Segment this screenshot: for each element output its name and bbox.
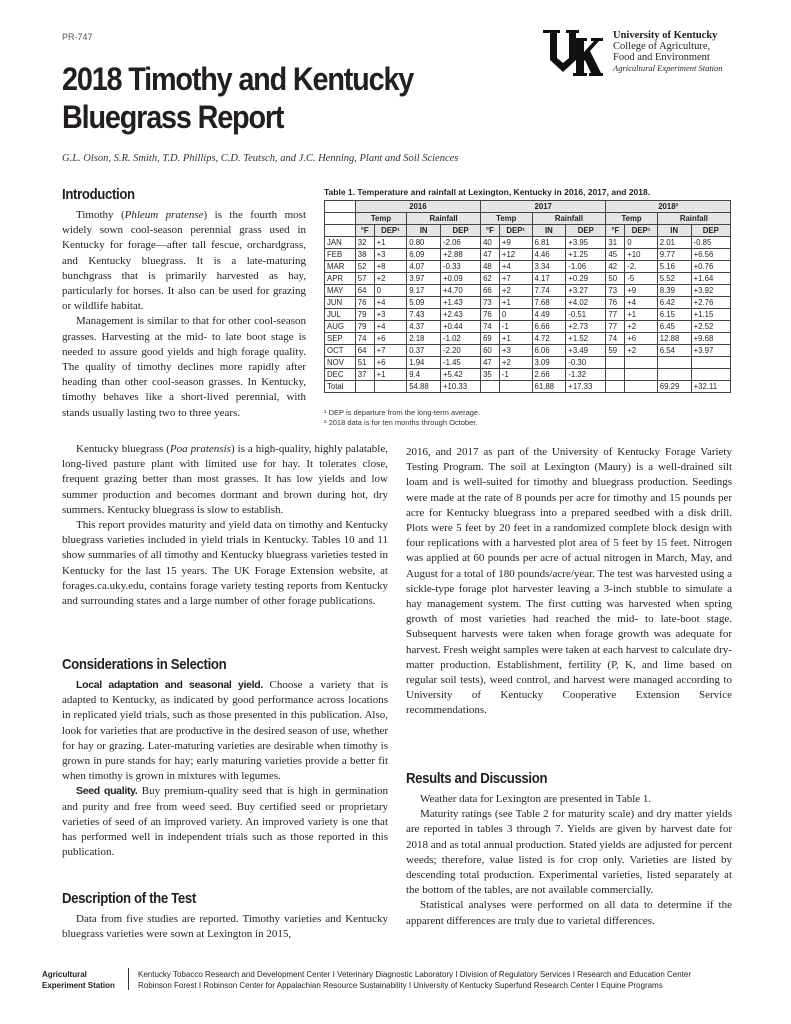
- year-header: 2016: [355, 201, 480, 213]
- table-row: [325, 285, 731, 297]
- table-row: [325, 273, 731, 285]
- table-cell: 74: [606, 333, 625, 345]
- table-cell: 66: [481, 285, 500, 297]
- table-row: [325, 309, 731, 321]
- intro-paragraph-4: This report provides maturity and yield data on timothy and Kentucky bluegrass varieties included in yield trials in Kentucky. Tables 10 and 11 show summaries of all timothy and Kentucky bluegrass varieties tested in Kentucky for the last 15 years. The UK Forage Extension website, at forages.ca.uky.edu, contains forage variety testing reports from Kentucky and surrounding states and a large number of other forage publications.: [62, 519, 388, 608]
- footer-station-label: [42, 970, 115, 991]
- intro-paragraph-1: Timothy (Phleum pratense) is the fourth most widely sown cool-season perennial grass used in Kentucky for forage—after tall fescue, orchardgrass, and Kentucky bluegrass. It is a late-maturing bunchgrass that is primarily harvested as hay, particularly for horses. It also can be used for grazing or wildlife habitat.: [62, 209, 306, 313]
- table-cell: 32: [355, 237, 374, 249]
- table-corner-cell: [325, 225, 356, 237]
- table-cell: +4.70: [440, 285, 480, 297]
- results-paragraph-1: Weather data for Lexington are presented in Table 1.: [420, 793, 652, 805]
- table-cell: 79: [355, 309, 374, 321]
- table-cell: 2.66: [532, 369, 566, 381]
- table-cell: +5.42: [440, 369, 480, 381]
- unit-header: °F: [355, 225, 374, 237]
- table-cell: 61.88: [532, 381, 566, 393]
- table-cell: 8.39: [657, 285, 691, 297]
- table-cell: 12.88: [657, 333, 691, 345]
- unit-header: DEP¹: [374, 225, 407, 237]
- group-header: Temp: [481, 213, 532, 225]
- table-cell: [625, 381, 658, 393]
- table-row: [325, 357, 731, 369]
- table-cell: +0.76: [691, 261, 730, 273]
- uk-logo: [543, 30, 603, 76]
- month-cell: SEP: [325, 333, 356, 345]
- table-body: [325, 237, 731, 393]
- selection-body: [62, 678, 388, 860]
- table-cell: +3.97: [691, 345, 730, 357]
- selection-heading: Considerations in Selection: [62, 656, 227, 673]
- table-cell: 69.29: [657, 381, 691, 393]
- table-row: [325, 321, 731, 333]
- table-cell: 48: [481, 261, 500, 273]
- table-cell: +8: [374, 261, 407, 273]
- table-cell: +2: [374, 273, 407, 285]
- table-cell: 77: [606, 321, 625, 333]
- unit-header: DEP¹: [625, 225, 658, 237]
- table-cell: +1.64: [691, 273, 730, 285]
- month-cell: AUG: [325, 321, 356, 333]
- table-cell: 6.09: [407, 249, 441, 261]
- table-row: [325, 261, 731, 273]
- results-paragraph-3: Statistical analyses were performed on all data to determine if the apparent differences are truly due to varietal differences.: [406, 899, 732, 927]
- table-unit-row: [325, 225, 731, 237]
- group-header: Temp: [355, 213, 406, 225]
- table-cell: 5.16: [657, 261, 691, 273]
- table-cell: 9.77: [657, 249, 691, 261]
- table-cell: 45: [606, 249, 625, 261]
- table-cell: +0.44: [440, 321, 480, 333]
- table-cell: 73: [481, 297, 500, 309]
- table-cell: 6.42: [657, 297, 691, 309]
- table-cell: 0.80: [407, 237, 441, 249]
- table-cell: -0.33: [440, 261, 480, 273]
- table-cell: +1: [374, 237, 407, 249]
- footer-units-line-1: Kentucky Tobacco Research and Development Center I Veterinary Diagnostic Laboratory I Division of Regulatory Services I Research and Education Center: [138, 970, 692, 979]
- table-cell: 6.81: [532, 237, 566, 249]
- table-cell: -1.02: [440, 333, 480, 345]
- table-row: [325, 297, 731, 309]
- table-cell: +17.33: [566, 381, 606, 393]
- table-cell: +32.11: [691, 381, 730, 393]
- table-cell: 52: [355, 261, 374, 273]
- table-cell: 4.37: [407, 321, 441, 333]
- table-cell: 31: [606, 237, 625, 249]
- table-cell: +6.56: [691, 249, 730, 261]
- table-cell: +7: [499, 273, 532, 285]
- title-line-2: Bluegrass Report: [62, 99, 284, 135]
- table-cell: 9.17: [407, 285, 441, 297]
- table-cell: +7: [374, 345, 407, 357]
- table-cell: -0.51: [566, 309, 606, 321]
- table-cell: [625, 357, 658, 369]
- table-cell: +2.88: [440, 249, 480, 261]
- table-cell: 76: [355, 297, 374, 309]
- table-cell: +1: [499, 297, 532, 309]
- test-paragraph-1b: 2016, and 2017 as part of the University of Kentucky Forage Variety Testing Program. The soil at Lexington (Maury) is a well-drained silt loam and is well-suited for timothy and bluegrass production. Seedings were made at the rate of 8 pounds per acre for timothy and 15 pounds per acre for Kentucky bluegrass into a prepared seedbed with a disk drill. Plots were 5 feet by 20 feet in a randomized complete block design with four replications with a harvested plot area of 5 feet by 15 feet. Nitrogen was applied at 60 pounds per acre of actual nitrogen in March, May, and August for a total of 180 pounds/acre/year. The test was harvested using a sickle-type forage plot harvester leaving a 3-inch stubble to simulate a hay management system. The first cutting was harvested when spring growth of most varieties had reached the mid- to late-boot stage. Subsequent harvests were taken when forage growth was adequate for harvest. Fresh weight samples were taken at each harvest to calculate dry-matter production. Establishment, fertility (P, K, and lime based on regular soil tests), weed control, and harvest were managed according to University of Kentucky Cooperative Extension Service recommendations.: [406, 446, 732, 717]
- table-row: [325, 381, 731, 393]
- introduction-body-narrow: [62, 208, 306, 421]
- footer-divider: [128, 968, 129, 990]
- table-cell: +2.73: [566, 321, 606, 333]
- table-cell: -5: [625, 273, 658, 285]
- unit-header: IN: [407, 225, 441, 237]
- group-header: Rainfall: [407, 213, 481, 225]
- test-heading: Description of the Test: [62, 890, 196, 907]
- table-cell: +4: [374, 297, 407, 309]
- table-cell: +3: [499, 345, 532, 357]
- table-cell: [691, 357, 730, 369]
- month-cell: DEC: [325, 369, 356, 381]
- month-cell: JAN: [325, 237, 356, 249]
- table-cell: 0: [625, 237, 658, 249]
- footer-units-line-2: Robinson Forest I Robinson Center for Appalachian Resource Sustainability I University of Kentucky Superfund Research Center I Equine Programs: [138, 980, 663, 990]
- table-corner-cell: [325, 201, 356, 213]
- month-cell: NOV: [325, 357, 356, 369]
- month-cell: JUN: [325, 297, 356, 309]
- table-cell: +1: [499, 333, 532, 345]
- table-cell: 47: [481, 357, 500, 369]
- month-cell: OCT: [325, 345, 356, 357]
- test-paragraph-1a: Data from five studies are reported. Timothy varieties and Kentucky bluegrass varieties were sown at Lexington in 2015,: [62, 913, 388, 941]
- table-cell: +9.68: [691, 333, 730, 345]
- table-cell: 5.09: [407, 297, 441, 309]
- table-cell: +12: [499, 249, 532, 261]
- table-cell: +3.27: [566, 285, 606, 297]
- table-cell: +3.92: [691, 285, 730, 297]
- table-cell: 7.68: [532, 297, 566, 309]
- table-cell: -1: [499, 369, 532, 381]
- table-cell: +10: [625, 249, 658, 261]
- title-line-1: 2018 Timothy and Kentucky: [62, 61, 414, 97]
- table-cell: -0.30: [566, 357, 606, 369]
- footer-label-line-1: Agricultural: [42, 970, 87, 979]
- table-row: [325, 345, 731, 357]
- table-cell: +0.09: [440, 273, 480, 285]
- month-cell: Total: [325, 381, 356, 393]
- table-cell: +2: [625, 321, 658, 333]
- table-cell: 3.09: [532, 357, 566, 369]
- table-row: [325, 237, 731, 249]
- table-cell: 0: [374, 285, 407, 297]
- introduction-body-wide: [62, 442, 388, 609]
- table-cell: 47: [481, 249, 500, 261]
- unit-header: IN: [657, 225, 691, 237]
- table-cell: 38: [355, 249, 374, 261]
- table-cell: +3.95: [566, 237, 606, 249]
- table-cell: -1.06: [566, 261, 606, 273]
- table-cell: 6.66: [532, 321, 566, 333]
- table-cell: 9.4: [407, 369, 441, 381]
- year-header: 2017: [481, 201, 606, 213]
- table-cell: -1.32: [566, 369, 606, 381]
- table-cell: [625, 369, 658, 381]
- table-cell: +3: [374, 249, 407, 261]
- table-corner-cell: [325, 213, 356, 225]
- table-cell: 2.01: [657, 237, 691, 249]
- table-cell: 74: [481, 321, 500, 333]
- table-group-row: [325, 213, 731, 225]
- table-row: [325, 249, 731, 261]
- group-header: Rainfall: [657, 213, 730, 225]
- table-cell: 7.74: [532, 285, 566, 297]
- table-cell: 6.06: [532, 345, 566, 357]
- month-cell: JUL: [325, 309, 356, 321]
- table-cell: 62: [481, 273, 500, 285]
- table-cell: 6.45: [657, 321, 691, 333]
- intro-paragraph-3: Kentucky bluegrass (Poa pratensis) is a high-quality, highly palatable, long-lived pasture plant with limited use for hay. It tolerates close, frequent grazing better than most grasses. It has low yields and low summer production and becomes dormant and brown during hot, dry summers. Kentucky bluegrass is slow to establish.: [62, 443, 388, 516]
- table-cell: 5.52: [657, 273, 691, 285]
- test-body-left: [62, 912, 388, 942]
- document-code: PR-747: [62, 32, 93, 42]
- table-cell: +3: [374, 309, 407, 321]
- table-cell: 50: [606, 273, 625, 285]
- table-cell: 64: [355, 285, 374, 297]
- table-cell: 4.07: [407, 261, 441, 273]
- table-cell: 4.46: [532, 249, 566, 261]
- table-row: [325, 369, 731, 381]
- table-cell: +1.52: [566, 333, 606, 345]
- table-cell: +1.15: [691, 309, 730, 321]
- table-cell: [606, 369, 625, 381]
- table-cell: +4: [499, 261, 532, 273]
- table-cell: [657, 369, 691, 381]
- unit-header: °F: [606, 225, 625, 237]
- unit-header: °F: [481, 225, 500, 237]
- table-cell: 42: [606, 261, 625, 273]
- table-cell: -2.: [625, 261, 658, 273]
- table-cell: 51: [355, 357, 374, 369]
- table-cell: +2: [499, 285, 532, 297]
- table-cell: 74: [355, 333, 374, 345]
- table-cell: +3.49: [566, 345, 606, 357]
- table-cell: 77: [606, 309, 625, 321]
- table-cell: +9: [625, 285, 658, 297]
- unit-header: DEP: [691, 225, 730, 237]
- table-cell: 73: [606, 285, 625, 297]
- table-cell: +1: [374, 369, 407, 381]
- table-cell: 6.15: [657, 309, 691, 321]
- table-cell: [499, 381, 532, 393]
- table-cell: -2.06: [440, 237, 480, 249]
- results-paragraph-2: Maturity ratings (see Table 2 for maturity scale) and dry matter yields are reported in tables 3 through 7. Yields are given by harvest date for 2018 and as total annual production. Stated yields are adjusted for percent weeds; therefore, value listed is for crop only. Varieties are listed by descending total production. Experimental varieties, listed separately at the bottom of the tables, are not available commercially.: [406, 808, 732, 897]
- table-cell: 69: [481, 333, 500, 345]
- table-cell: +1.25: [566, 249, 606, 261]
- table-cell: 59: [606, 345, 625, 357]
- table-cell: 60: [481, 345, 500, 357]
- table-cell: [657, 357, 691, 369]
- college-name-cont: Food and Environment: [613, 52, 710, 63]
- table-footnote-1: ¹ DEP is departure from the long-term average.: [324, 408, 481, 417]
- month-cell: FEB: [325, 249, 356, 261]
- authors: G.L. Olson, S.R. Smith, T.D. Phillips, C.D. Teutsch, and J.C. Henning, Plant and Soil Sciences: [62, 153, 459, 164]
- table-cell: +2.52: [691, 321, 730, 333]
- university-name: University of Kentucky: [613, 30, 718, 41]
- table-cell: +2: [625, 345, 658, 357]
- table-cell: 76: [481, 309, 500, 321]
- table-cell: 7.43: [407, 309, 441, 321]
- table-cell: 35: [481, 369, 500, 381]
- table-cell: +2: [499, 357, 532, 369]
- group-header: Temp: [606, 213, 657, 225]
- table-cell: 79: [355, 321, 374, 333]
- table-cell: 1.94: [407, 357, 441, 369]
- table-cell: 0: [499, 309, 532, 321]
- table-cell: +6: [625, 333, 658, 345]
- month-cell: APR: [325, 273, 356, 285]
- table-cell: -1.45: [440, 357, 480, 369]
- table-cell: [374, 381, 407, 393]
- table-cell: 6.54: [657, 345, 691, 357]
- table-cell: +0.29: [566, 273, 606, 285]
- table-cell: [691, 369, 730, 381]
- test-body-right: [406, 445, 732, 719]
- table-cell: 4.17: [532, 273, 566, 285]
- table-cell: +4: [625, 297, 658, 309]
- table-cell: +4: [374, 321, 407, 333]
- intro-paragraph-2: Management is similar to that for other cool-season grasses. Harvesting at the mid- to late boot stage is needed to assure good yields and high forage quality. The quality of timothy declines more rapidly after heading than other cool-season grasses. In Kentucky, timothy behaves like a short-lived perennial, with stands usually lasting two to three years.: [62, 315, 306, 419]
- weather-table: [324, 200, 731, 393]
- footer-label-line-2: Experiment Station: [42, 980, 115, 990]
- college-name: College of Agriculture,: [613, 41, 711, 52]
- table-cell: +2.43: [440, 309, 480, 321]
- page-footer: [0, 964, 791, 994]
- table-cell: 3.97: [407, 273, 441, 285]
- table-cell: 64: [355, 345, 374, 357]
- table-cell: -0.85: [691, 237, 730, 249]
- table-cell: [481, 381, 500, 393]
- table-cell: [606, 381, 625, 393]
- table-cell: 76: [606, 297, 625, 309]
- footer-units: [138, 970, 691, 991]
- table-footnote-2: ² 2018 data is for ten months through October.: [324, 418, 478, 427]
- table-cell: [606, 357, 625, 369]
- table-cell: 37: [355, 369, 374, 381]
- table-cell: -2.20: [440, 345, 480, 357]
- table-cell: 2.18: [407, 333, 441, 345]
- month-cell: MAR: [325, 261, 356, 273]
- table-cell: +9: [499, 237, 532, 249]
- table-cell: 3.34: [532, 261, 566, 273]
- introduction-heading: Introduction: [62, 186, 135, 203]
- table-cell: +6: [374, 357, 407, 369]
- table-cell: +1.43: [440, 297, 480, 309]
- page-title: [62, 60, 413, 136]
- table-year-row: [325, 201, 731, 213]
- institution-block: [613, 30, 723, 74]
- unit-header: DEP: [566, 225, 606, 237]
- group-header: Rainfall: [532, 213, 606, 225]
- table-cell: 40: [481, 237, 500, 249]
- unit-header: DEP¹: [499, 225, 532, 237]
- table-cell: [355, 381, 374, 393]
- month-cell: MAY: [325, 285, 356, 297]
- table-1-caption: Table 1. Temperature and rainfall at Lexington, Kentucky in 2016, 2017, and 2018.: [324, 187, 651, 197]
- unit-header: DEP: [440, 225, 480, 237]
- table-row: [325, 333, 731, 345]
- table-cell: 0.37: [407, 345, 441, 357]
- station-name: Agricultural Experiment Station: [613, 63, 723, 73]
- table-cell: +2.76: [691, 297, 730, 309]
- table-cell: +6: [374, 333, 407, 345]
- results-heading: Results and Discussion: [406, 770, 548, 787]
- table-cell: 54.88: [407, 381, 441, 393]
- results-body: [406, 792, 732, 929]
- table-cell: +10.33: [440, 381, 480, 393]
- selection-paragraph-2: Seed quality. Buy premium-quality seed that is high in germination and purity and free from weed seed. Buy certified seed or proprietary varieties of seed of an improved variety. An improved variety is one that has performed well in independent trials such as those reported in this publication.: [62, 785, 389, 859]
- year-header: 2018²: [606, 201, 731, 213]
- unit-header: IN: [532, 225, 566, 237]
- selection-paragraph-1: Local adaptation and seasonal yield. Choose a variety that is adapted to Kentucky, as indicated by good performance across locations in replicated yield trials, such as those presented in this publication. Also, look for varieties that are productive in the desired season of use, whether for hay or grazing. Later-maturing varieties are desirable when timothy is grown in pure stands for hay; early maturing varieties provide a better fit when timothy is grown in mixtures with legumes.: [62, 679, 388, 783]
- table-cell: +1: [625, 309, 658, 321]
- table-cell: 57: [355, 273, 374, 285]
- table-cell: 4.72: [532, 333, 566, 345]
- table-cell: -1: [499, 321, 532, 333]
- table-cell: 4.49: [532, 309, 566, 321]
- table-cell: +4.02: [566, 297, 606, 309]
